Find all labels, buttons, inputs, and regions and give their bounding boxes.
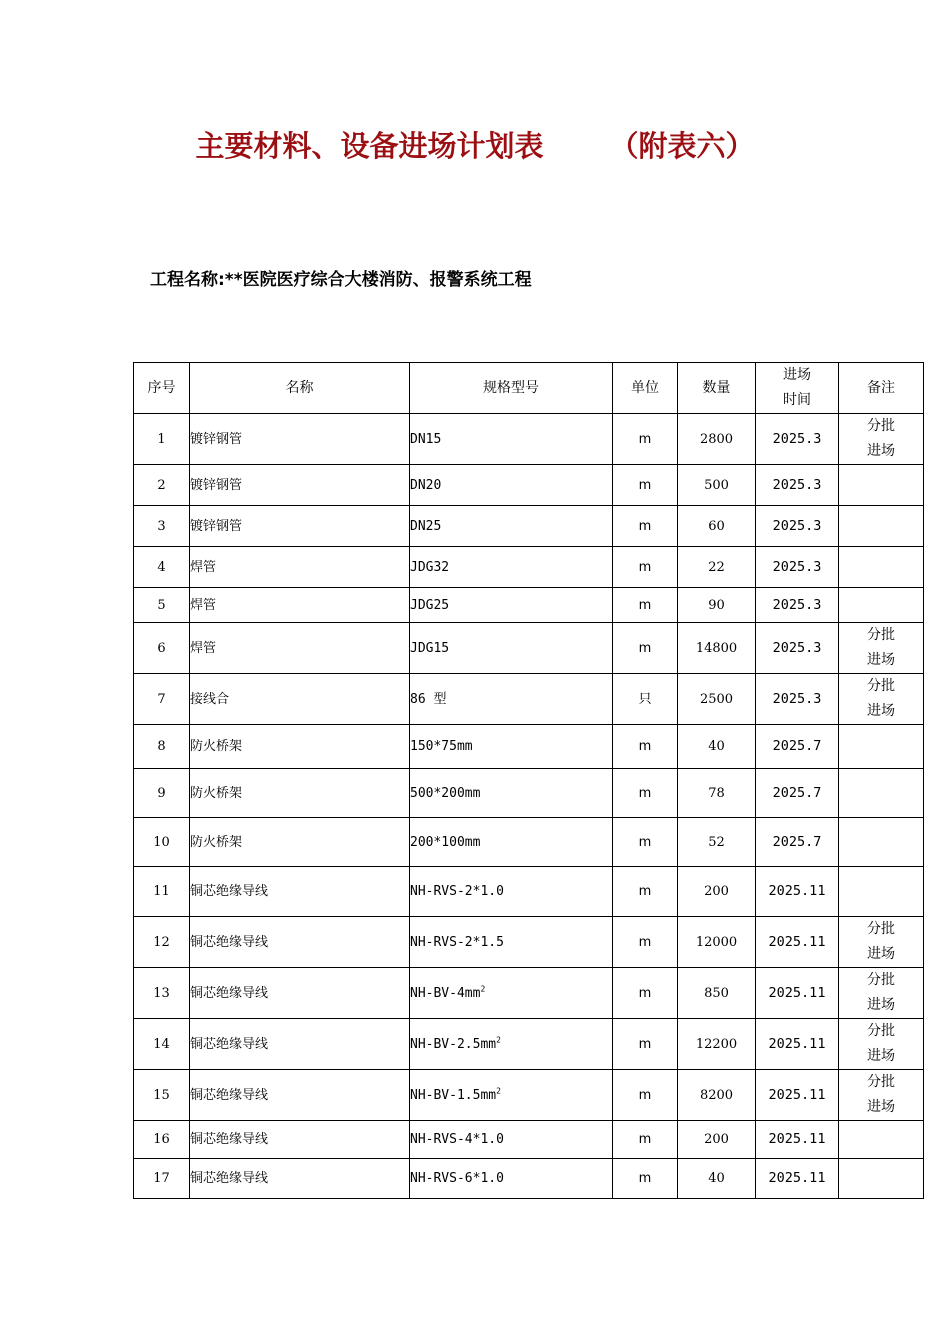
note-line: 分批 (867, 678, 895, 694)
cell-spec (410, 588, 613, 623)
cell-qty: 12000 (678, 917, 756, 968)
note-line: 进场 (867, 443, 895, 459)
header-qty: 数量 (678, 363, 756, 414)
cell-time: 2025.3 (756, 547, 839, 588)
cell-unit: m (613, 917, 678, 968)
cell-qty: 200 (678, 867, 756, 917)
cell-name: 铜芯绝缘导线 (190, 1121, 410, 1159)
cell-note (839, 968, 924, 1019)
cell-unit: m (613, 588, 678, 623)
cell-note (839, 547, 924, 588)
cell-name: 铜芯绝缘导线 (190, 968, 410, 1019)
note-line: 分批 (867, 972, 895, 988)
title-appendix: （附表六） (609, 129, 755, 163)
cell-qty: 8200 (678, 1070, 756, 1121)
note-line: 进场 (867, 652, 895, 668)
cell-no: 11 (134, 867, 190, 917)
cell-no: 8 (134, 725, 190, 769)
cell-unit: 只 (613, 674, 678, 725)
spec-superscript: 2 (496, 1086, 501, 1096)
cell-no: 16 (134, 1121, 190, 1159)
cell-qty: 850 (678, 968, 756, 1019)
cell-name: 焊管 (190, 623, 410, 674)
spec-text: 500*200mm (410, 785, 481, 801)
note-line: 进场 (867, 703, 895, 719)
spec-text: NH-RVS-4*1.0 (410, 1132, 504, 1147)
cell-time: 2025.11 (756, 867, 839, 917)
cell-time: 2025.11 (756, 1070, 839, 1121)
cell-note (839, 1070, 924, 1121)
material-plan-table (133, 362, 924, 1199)
cell-unit: m (613, 725, 678, 769)
cell-no: 5 (134, 588, 190, 623)
cell-note (839, 414, 924, 465)
cell-spec (410, 506, 613, 547)
cell-note (839, 588, 924, 623)
note-line: 进场 (867, 1048, 895, 1064)
cell-time: 2025.11 (756, 1121, 839, 1159)
cell-no: 4 (134, 547, 190, 588)
title-main: 主要材料、设备进场计划表 (195, 129, 544, 163)
cell-note (839, 1019, 924, 1070)
cell-note (839, 1121, 924, 1159)
cell-note (839, 917, 924, 968)
spec-text: DN20 (410, 477, 442, 493)
cell-note (839, 623, 924, 674)
spec-text: NH-BV-1.5mm (410, 1087, 497, 1103)
cell-unit: m (613, 623, 678, 674)
note-line: 分批 (867, 1074, 895, 1090)
cell-qty: 2500 (678, 674, 756, 725)
spec-text: DN15 (410, 431, 442, 447)
table-row (134, 1070, 924, 1121)
note-line: 分批 (867, 627, 895, 643)
cell-unit: m (613, 1159, 678, 1199)
cell-note (839, 674, 924, 725)
cell-no: 2 (134, 465, 190, 506)
note-line: 分批 (867, 418, 895, 434)
spec-superscript: 2 (496, 1035, 501, 1045)
table-row (134, 867, 924, 917)
cell-time: 2025.7 (756, 818, 839, 867)
cell-unit: m (613, 414, 678, 465)
cell-spec (410, 1121, 613, 1159)
page-title (0, 124, 950, 165)
cell-qty: 2800 (678, 414, 756, 465)
header-unit: 单位 (613, 363, 678, 414)
table-row (134, 588, 924, 623)
cell-time: 2025.7 (756, 769, 839, 818)
cell-name: 铜芯绝缘导线 (190, 867, 410, 917)
table-row (134, 1121, 924, 1159)
cell-spec (410, 547, 613, 588)
spec-text: 86 型 (410, 691, 447, 707)
cell-no: 17 (134, 1159, 190, 1199)
table-row (134, 414, 924, 465)
cell-no: 12 (134, 917, 190, 968)
table-row (134, 917, 924, 968)
cell-time: 2025.11 (756, 1159, 839, 1199)
cell-time: 2025.3 (756, 623, 839, 674)
header-spec: 规格型号 (410, 363, 613, 414)
cell-time: 2025.7 (756, 725, 839, 769)
cell-time: 2025.3 (756, 506, 839, 547)
cell-qty: 14800 (678, 623, 756, 674)
cell-note (839, 1159, 924, 1199)
cell-time: 2025.3 (756, 414, 839, 465)
cell-time: 2025.11 (756, 968, 839, 1019)
cell-name: 镀锌钢管 (190, 506, 410, 547)
cell-no: 10 (134, 818, 190, 867)
cell-time: 2025.11 (756, 1019, 839, 1070)
cell-no: 7 (134, 674, 190, 725)
cell-note (839, 769, 924, 818)
cell-qty: 90 (678, 588, 756, 623)
cell-spec (410, 818, 613, 867)
cell-qty: 500 (678, 465, 756, 506)
cell-unit: m (613, 968, 678, 1019)
note-line: 进场 (867, 997, 895, 1013)
table-row (134, 769, 924, 818)
header-time (756, 363, 839, 414)
cell-name: 铜芯绝缘导线 (190, 1019, 410, 1070)
cell-time: 2025.3 (756, 465, 839, 506)
spec-text: JDG32 (410, 559, 450, 575)
cell-name: 接线合 (190, 674, 410, 725)
header-name: 名称 (190, 363, 410, 414)
cell-note (839, 867, 924, 917)
note-line: 分批 (867, 921, 895, 937)
project-name: 工程名称:**医院医疗综合大楼消防、报警系统工程 (150, 270, 532, 290)
cell-spec (410, 674, 613, 725)
table-row (134, 818, 924, 867)
cell-time: 2025.3 (756, 588, 839, 623)
table-row (134, 465, 924, 506)
cell-no: 15 (134, 1070, 190, 1121)
cell-spec (410, 725, 613, 769)
cell-spec (410, 465, 613, 506)
cell-spec (410, 769, 613, 818)
header-row (134, 363, 924, 414)
header-note: 备注 (839, 363, 924, 414)
cell-unit: m (613, 769, 678, 818)
cell-spec (410, 968, 613, 1019)
spec-superscript: 2 (480, 984, 486, 994)
spec-text: JDG25 (410, 597, 450, 613)
cell-name: 焊管 (190, 547, 410, 588)
cell-qty: 60 (678, 506, 756, 547)
note-line: 分批 (867, 1023, 895, 1039)
cell-note (839, 725, 924, 769)
table-row (134, 623, 924, 674)
cell-name: 防火桥架 (190, 725, 410, 769)
cell-spec (410, 1070, 613, 1121)
table-row (134, 1019, 924, 1070)
table-row (134, 1159, 924, 1199)
cell-name: 铜芯绝缘导线 (190, 1159, 410, 1199)
cell-unit: m (613, 1121, 678, 1159)
spec-text: NH-BV-2.5mm (410, 1036, 497, 1052)
cell-qty: 78 (678, 769, 756, 818)
header-no: 序号 (134, 363, 190, 414)
table-row (134, 968, 924, 1019)
spec-text: NH-RVS-6*1.0 (410, 1171, 504, 1186)
cell-name: 防火桥架 (190, 818, 410, 867)
cell-spec (410, 917, 613, 968)
table-row (134, 547, 924, 588)
cell-time: 2025.3 (756, 674, 839, 725)
spec-text: NH-BV-4mm (410, 985, 481, 1001)
spec-text: 150*75mm (410, 739, 473, 754)
cell-unit: m (613, 1070, 678, 1121)
cell-note (839, 465, 924, 506)
cell-unit: m (613, 547, 678, 588)
cell-name: 镀锌钢管 (190, 465, 410, 506)
cell-spec (410, 623, 613, 674)
cell-no: 6 (134, 623, 190, 674)
cell-name: 铜芯绝缘导线 (190, 917, 410, 968)
spec-text: NH-RVS-2*1.5 (410, 934, 504, 950)
cell-no: 14 (134, 1019, 190, 1070)
cell-spec (410, 1159, 613, 1199)
cell-spec (410, 414, 613, 465)
header-time-line1: 进场 (783, 367, 811, 383)
table-row (134, 674, 924, 725)
spec-text: JDG15 (410, 640, 450, 656)
spec-text: DN25 (410, 518, 442, 534)
cell-no: 9 (134, 769, 190, 818)
cell-qty: 22 (678, 547, 756, 588)
cell-spec (410, 867, 613, 917)
note-line: 进场 (867, 946, 895, 962)
cell-unit: m (613, 1019, 678, 1070)
cell-time: 2025.11 (756, 917, 839, 968)
header-time-line2: 时间 (783, 392, 811, 408)
cell-name: 防火桥架 (190, 769, 410, 818)
cell-name: 焊管 (190, 588, 410, 623)
cell-spec (410, 1019, 613, 1070)
cell-note (839, 506, 924, 547)
cell-unit: m (613, 867, 678, 917)
table-row (134, 506, 924, 547)
cell-no: 3 (134, 506, 190, 547)
cell-no: 13 (134, 968, 190, 1019)
table-body (134, 414, 924, 1199)
cell-qty: 40 (678, 725, 756, 769)
cell-name: 镀锌钢管 (190, 414, 410, 465)
cell-qty: 52 (678, 818, 756, 867)
spec-text: 200*100mm (410, 834, 481, 850)
cell-qty: 40 (678, 1159, 756, 1199)
cell-unit: m (613, 465, 678, 506)
cell-note (839, 818, 924, 867)
cell-qty: 200 (678, 1121, 756, 1159)
cell-no: 1 (134, 414, 190, 465)
cell-unit: m (613, 506, 678, 547)
cell-qty: 12200 (678, 1019, 756, 1070)
note-line: 进场 (867, 1099, 895, 1115)
cell-unit: m (613, 818, 678, 867)
spec-text: NH-RVS-2*1.0 (410, 884, 504, 899)
cell-name: 铜芯绝缘导线 (190, 1070, 410, 1121)
table-row (134, 725, 924, 769)
